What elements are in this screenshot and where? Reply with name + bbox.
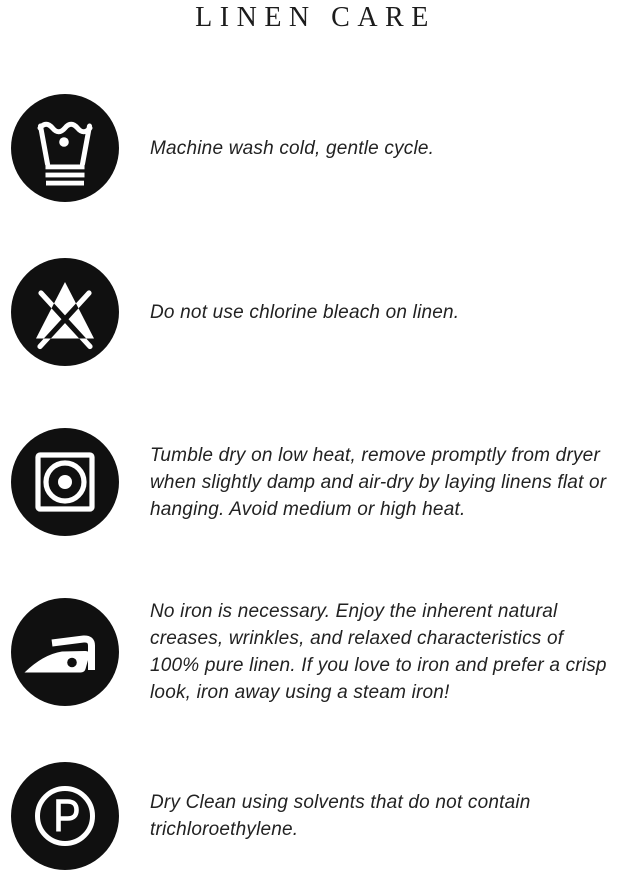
no-bleach-icon bbox=[11, 258, 119, 366]
care-instruction-text: Tumble dry on low heat, remove promptly from dryer when slightly damp and air-dry by laying linens flat or hanging. Avoid medium or high heat. bbox=[150, 444, 607, 520]
care-instruction-text: Machine wash cold, gentle cycle. bbox=[150, 137, 435, 159]
care-row-dry-clean bbox=[11, 762, 618, 870]
page-title: LINEN CARE bbox=[195, 2, 436, 33]
dry-clean-icon bbox=[11, 762, 119, 870]
machine-wash-icon bbox=[11, 94, 119, 202]
care-row-iron bbox=[11, 598, 618, 706]
tumble-dry-icon bbox=[11, 428, 119, 536]
iron-icon bbox=[11, 598, 119, 706]
care-instruction-text: Do not use chlorine bleach on linen. bbox=[150, 301, 460, 323]
care-row-machine-wash bbox=[11, 94, 618, 202]
care-instruction-text: Dry Clean using solvents that do not contain trichloroethylene. bbox=[150, 792, 531, 840]
care-instruction-text: No iron is necessary. Enjoy the inherent natural creases, wrinkles, and relaxed characteristics of 100% pure linen. If you love to iron and prefer a crisp look, iron away using a steam iron! bbox=[150, 601, 607, 703]
care-row-no-bleach bbox=[11, 258, 618, 366]
care-row-tumble-dry bbox=[11, 428, 618, 536]
